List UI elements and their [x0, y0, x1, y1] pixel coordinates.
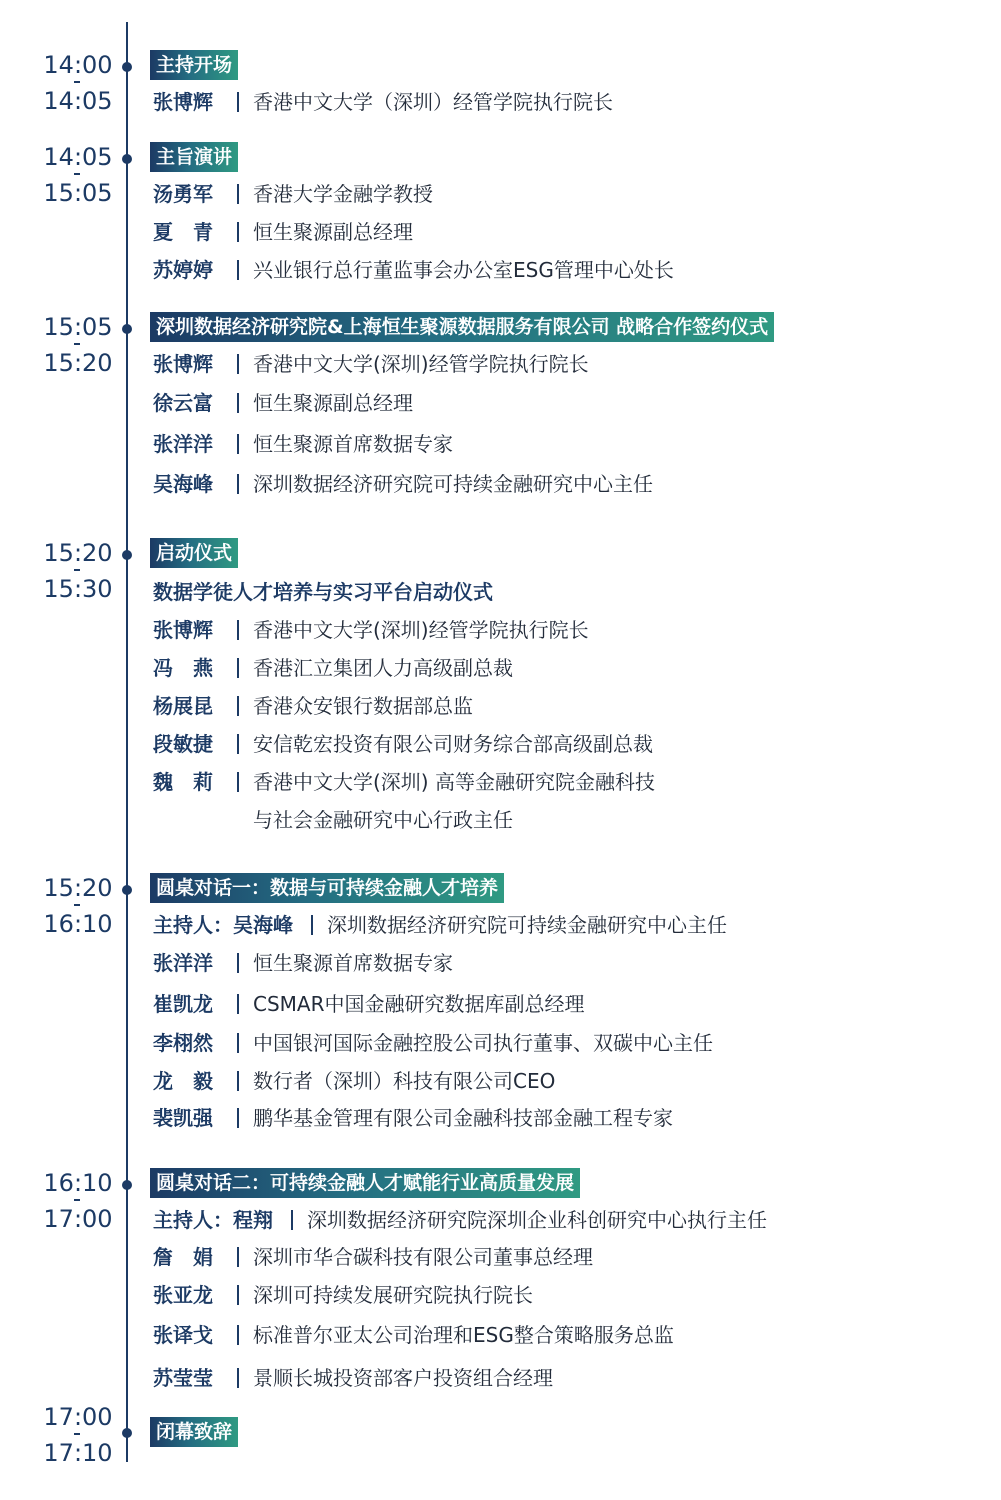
speaker-role: 香港大学金融学教授 — [253, 182, 433, 206]
timeline-dot — [122, 1180, 132, 1190]
speaker-name: 段敏捷 — [153, 732, 213, 756]
speaker-row — [153, 614, 589, 646]
time-dash — [74, 1433, 80, 1435]
separator — [237, 393, 239, 413]
speaker-row — [153, 652, 513, 684]
end-time: 14:05 — [43, 87, 113, 115]
separator — [291, 1210, 293, 1230]
speaker-row — [153, 254, 674, 286]
speaker-row — [153, 1241, 593, 1273]
separator — [237, 1285, 239, 1305]
timeline-dot — [122, 62, 132, 72]
speaker-role: 恒生聚源副总经理 — [253, 391, 413, 415]
session-title: 圆桌对话一：数据与可持续金融人才培养 — [150, 873, 504, 903]
separator — [237, 1108, 239, 1128]
speaker-row — [153, 1027, 713, 1059]
speaker-row — [153, 988, 585, 1020]
separator — [237, 1325, 239, 1345]
start-time: 14:05 — [43, 143, 113, 171]
speaker-name: 张亚龙 — [153, 1283, 213, 1307]
speaker-name: 吴海峰 — [153, 472, 213, 496]
speaker-name: 张译戈 — [153, 1323, 213, 1347]
speaker-row — [153, 86, 613, 118]
end-time: 15:20 — [43, 349, 113, 377]
end-time: 15:05 — [43, 179, 113, 207]
speaker-role: 鹏华基金管理有限公司金融科技部金融工程专家 — [253, 1106, 673, 1130]
session-title: 主持开场 — [150, 50, 238, 80]
separator — [237, 734, 239, 754]
speaker-name: 冯 燕 — [153, 656, 213, 680]
speaker-name: 李栩然 — [153, 1031, 213, 1055]
speaker-role: 香港中文大学(深圳)经管学院执行院长 — [253, 618, 589, 642]
speaker-role: 标准普尔亚太公司治理和ESG整合策略服务总监 — [253, 1323, 674, 1347]
separator — [237, 953, 239, 973]
speaker-role: 深圳数据经济研究院可持续金融研究中心主任 — [253, 472, 653, 496]
end-time: 17:10 — [43, 1439, 113, 1467]
speaker-role: 香港中文大学(深圳) 高等金融研究院金融科技 — [253, 770, 655, 794]
timeline-dot — [122, 154, 132, 164]
speaker-role: 恒生聚源首席数据专家 — [253, 432, 453, 456]
moderator-row — [153, 1204, 767, 1236]
timeline-dot — [122, 324, 132, 334]
moderator-name: 主持人：程翔 — [153, 1208, 273, 1232]
speaker-role: CSMAR中国金融研究数据库副总经理 — [253, 992, 585, 1016]
speaker-row — [153, 1102, 673, 1134]
separator — [237, 1247, 239, 1267]
speaker-row — [153, 947, 453, 979]
moderator-name: 主持人：吴海峰 — [153, 913, 293, 937]
separator — [237, 222, 239, 242]
time-dash — [74, 173, 80, 175]
separator — [237, 696, 239, 716]
speaker-row — [153, 766, 655, 798]
session-title: 深圳数据经济研究院&上海恒生聚源数据服务有限公司 战略合作签约仪式 — [150, 312, 774, 342]
end-time: 16:10 — [43, 910, 113, 938]
timeline-line — [126, 22, 128, 1462]
speaker-row — [153, 690, 473, 722]
speaker-role: 香港中文大学(深圳)经管学院执行院长 — [253, 352, 589, 376]
speaker-role-continuation: 与社会金融研究中心行政主任 — [253, 808, 513, 832]
separator — [237, 354, 239, 374]
moderator-role: 深圳数据经济研究院可持续金融研究中心主任 — [327, 913, 727, 937]
separator — [237, 92, 239, 112]
speaker-role: 兴业银行总行董监事会办公室ESG管理中心处长 — [253, 258, 674, 282]
separator — [237, 260, 239, 280]
time-dash — [74, 569, 80, 571]
timeline-dot — [122, 885, 132, 895]
start-time: 16:10 — [43, 1169, 113, 1197]
speaker-role: 香港中文大学（深圳）经管学院执行院长 — [253, 90, 613, 114]
speaker-name: 詹 娟 — [153, 1245, 213, 1269]
timeline-dot — [122, 1428, 132, 1438]
start-time: 15:05 — [43, 313, 113, 341]
speaker-name: 夏 青 — [153, 220, 213, 244]
timeline-dot — [122, 550, 132, 560]
separator — [237, 434, 239, 454]
time-dash — [74, 81, 80, 83]
speaker-role: 景顺长城投资部客户投资组合经理 — [253, 1366, 553, 1390]
session-title: 闭幕致辞 — [150, 1417, 238, 1447]
speaker-row — [153, 1319, 674, 1351]
speaker-row — [153, 1065, 555, 1097]
separator — [311, 915, 313, 935]
speaker-row — [153, 468, 653, 500]
speaker-role: 数行者（深圳）科技有限公司CEO — [253, 1069, 556, 1093]
speaker-name: 苏婷婷 — [153, 258, 213, 282]
speaker-name: 张洋洋 — [153, 432, 213, 456]
speaker-name: 苏莹莹 — [153, 1366, 213, 1390]
end-time: 15:30 — [43, 575, 113, 603]
session-title: 圆桌对话二：可持续金融人才赋能行业高质量发展 — [150, 1168, 580, 1198]
speaker-name: 杨展昆 — [153, 694, 213, 718]
separator — [237, 474, 239, 494]
separator — [237, 1071, 239, 1091]
start-time: 15:20 — [43, 874, 113, 902]
speaker-role: 中国银河国际金融控股公司执行董事、双碳中心主任 — [253, 1031, 713, 1055]
session-title: 主旨演讲 — [150, 142, 238, 172]
time-dash — [74, 904, 80, 906]
speaker-name: 龙 毅 — [153, 1069, 213, 1093]
speaker-row — [153, 216, 413, 248]
speaker-row — [153, 1279, 533, 1311]
separator — [237, 620, 239, 640]
start-time: 14:00 — [43, 51, 113, 79]
start-time: 15:20 — [43, 539, 113, 567]
speaker-name: 张博辉 — [153, 618, 213, 642]
moderator-row — [153, 909, 727, 941]
speaker-name: 裴凯强 — [153, 1106, 213, 1130]
speaker-row — [153, 178, 433, 210]
speaker-row — [153, 1362, 553, 1394]
separator — [237, 1033, 239, 1053]
speaker-row — [153, 428, 453, 460]
separator — [237, 772, 239, 792]
start-time: 17:00 — [43, 1403, 113, 1431]
speaker-name: 张博辉 — [153, 352, 213, 376]
speaker-name: 魏 莉 — [153, 770, 213, 794]
speaker-row — [153, 348, 589, 380]
session-subtitle: 数据学徒人才培养与实习平台启动仪式 — [153, 580, 493, 604]
separator — [237, 1368, 239, 1388]
speaker-role: 恒生聚源首席数据专家 — [253, 951, 453, 975]
speaker-role: 恒生聚源副总经理 — [253, 220, 413, 244]
moderator-role: 深圳数据经济研究院深圳企业科创研究中心执行主任 — [307, 1208, 767, 1232]
speaker-name: 张博辉 — [153, 90, 213, 114]
speaker-role: 香港众安银行数据部总监 — [253, 694, 473, 718]
speaker-role: 香港汇立集团人力高级副总裁 — [253, 656, 513, 680]
separator — [237, 184, 239, 204]
speaker-role: 深圳可持续发展研究院执行院长 — [253, 1283, 533, 1307]
speaker-row — [153, 728, 653, 760]
speaker-role: 深圳市华合碳科技有限公司董事总经理 — [253, 1245, 593, 1269]
end-time: 17:00 — [43, 1205, 113, 1233]
speaker-name: 徐云富 — [153, 391, 213, 415]
separator — [237, 658, 239, 678]
speaker-name: 崔凯龙 — [153, 992, 213, 1016]
time-dash — [74, 343, 80, 345]
time-dash — [74, 1199, 80, 1201]
speaker-name: 张洋洋 — [153, 951, 213, 975]
session-title: 启动仪式 — [150, 538, 238, 568]
speaker-role: 安信乾宏投资有限公司财务综合部高级副总裁 — [253, 732, 653, 756]
speaker-row — [153, 387, 413, 419]
separator — [237, 994, 239, 1014]
speaker-name: 汤勇军 — [153, 182, 213, 206]
